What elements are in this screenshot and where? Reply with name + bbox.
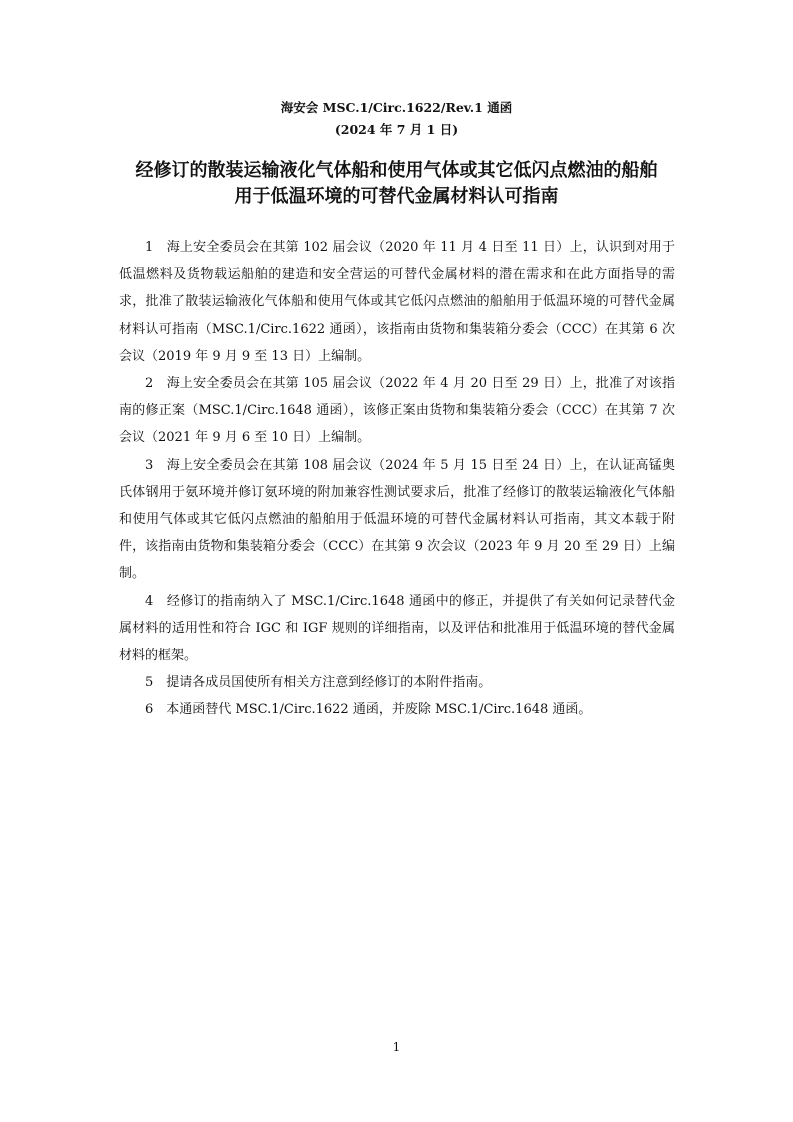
paragraph-2: 2 海上安全委员会在其第 105 届会议（2022 年 4 月 20 日至 29 日）上，批准了对该指南的修正案（MSC.1/Circ.1648 通函），该修正案由货物和集装箱分委会（CCC）在其第 7 次会议（2021 年 9 月 6 至 10 日）上编制。 <box>119 376 675 446</box>
document-header <box>0 97 793 141</box>
paragraph-6: 6 本通函替代 MSC.1/Circ.1622 通函，并废除 MSC.1/Circ.1648 通函。 <box>145 702 592 718</box>
paragraph-3: 3 海上安全委员会在其第 108 届会议（2024 年 5 月 15 日至 24 日）上，在认证高锰奥氏体钢用于氨环境并修订氨环境的附加兼容性测试要求后，批准了经修订的散装运输液化气体船和使用气体或其它低闪点燃油的船舶用于低温环境的可替代金属材料认可指南，其文本载于附件，该指南由货物和集装箱分委会（CCC）在其第 9 次会议（2023 年 9 月 20 至 29 日）上编制。 <box>119 457 675 582</box>
title-line-2: 用于低温环境的可替代金属材料认可指南 <box>234 186 559 207</box>
circular-reference: 海安会 MSC.1/Circ.1622/Rev.1 通函 <box>280 100 513 115</box>
document-title <box>0 158 793 210</box>
paragraph-5: 5 提请各成员国使所有相关方注意到经修订的本附件指南。 <box>145 675 492 691</box>
paragraph-4: 4 经修订的指南纳入了 MSC.1/Circ.1648 通函中的修正，并提供了有关如何记录替代金属材料的适用性和符合 IGC 和 IGF 规则的详细指南，以及评估和批准用于低温环境的替代金属材料的框架。 <box>119 593 675 664</box>
title-line-1: 经修订的散装运输液化气体船和使用气体或其它低闪点燃油的船舶 <box>135 160 658 181</box>
paragraph-1: 1 海上安全委员会在其第 102 届会议（2020 年 11 月 4 日至 11 日）上，认识到对用于低温燃料及货物载运船舶的建造和安全营运的可替代金属材料的潜在需求和在此方面指导的需求，批准了散装运输液化气体船和使用气体或其它低闪点燃油的船舶用于低温环境的可替代金属材料认可指南（MSC.1/Circ.1622 通函），该指南由货物和集装箱分委会（CCC）在其第 6 次会议（2019 年 9 月 9 至 13 日）上编制。 <box>119 240 675 364</box>
page-number: 1 <box>392 1040 401 1054</box>
document-body <box>119 234 675 724</box>
circular-date: (2024 年 7 月 1 日) <box>334 122 459 137</box>
